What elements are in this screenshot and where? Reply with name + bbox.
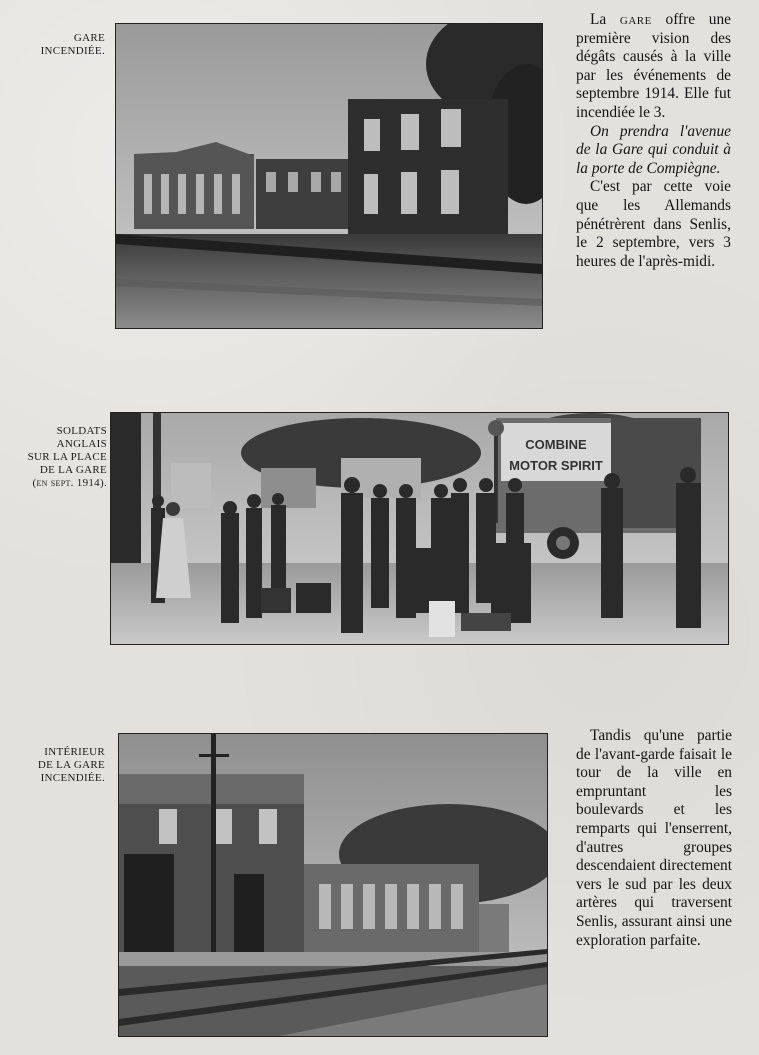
caption-soldats-anglais: SOLDATS ANGLAIS SUR LA PLACE DE LA GARE (en sept. 1914).: [27, 425, 107, 489]
paragraph-avenue-italic: On prendra l'avenue de la Gare qui conduit à la porte de Compiègne.: [576, 122, 731, 177]
photo-english-soldiers: [110, 412, 729, 645]
paragraph-allemands: C'est par cette voie que les Allemands pénétrèrent dans Senlis, le 2 septembre, vers 3 heures de l'après-midi.: [576, 178, 731, 270]
photo-station-platform: [118, 733, 548, 1037]
paragraph-gare-smallcaps-word: gare: [619, 11, 652, 28]
text-column-top: [576, 11, 731, 271]
caption-gare-incendiee: GARE INCENDIÉE.: [40, 32, 105, 57]
paragraph-gare-lead: La: [590, 11, 607, 28]
truck-sign-line1: COMBINE: [525, 437, 587, 452]
caption-interieur-gare: INTÉRIEUR DE LA GARE INCENDIÉE.: [37, 746, 105, 784]
photo-burned-station: [115, 23, 543, 329]
truck-sign-line2: MOTOR SPIRIT: [509, 458, 603, 473]
paragraph-gare-rest: offre une première vision des dégâts causés à la ville par les événements de septembre 1914. Elle fut incendiée le 3.: [576, 11, 731, 121]
paragraph-avant-garde: Tandis qu'une partie de l'avant-garde faisait le tour de la ville en empruntant les boulevards et les remparts qui l'enserrent, d'autres groupes descendaient directement vers le sud par les deux artères qui traversent Senlis, assurant ainsi une exploration parfaite.: [576, 727, 732, 949]
text-column-bottom: [576, 727, 732, 950]
paragraph-gare: [576, 11, 731, 123]
